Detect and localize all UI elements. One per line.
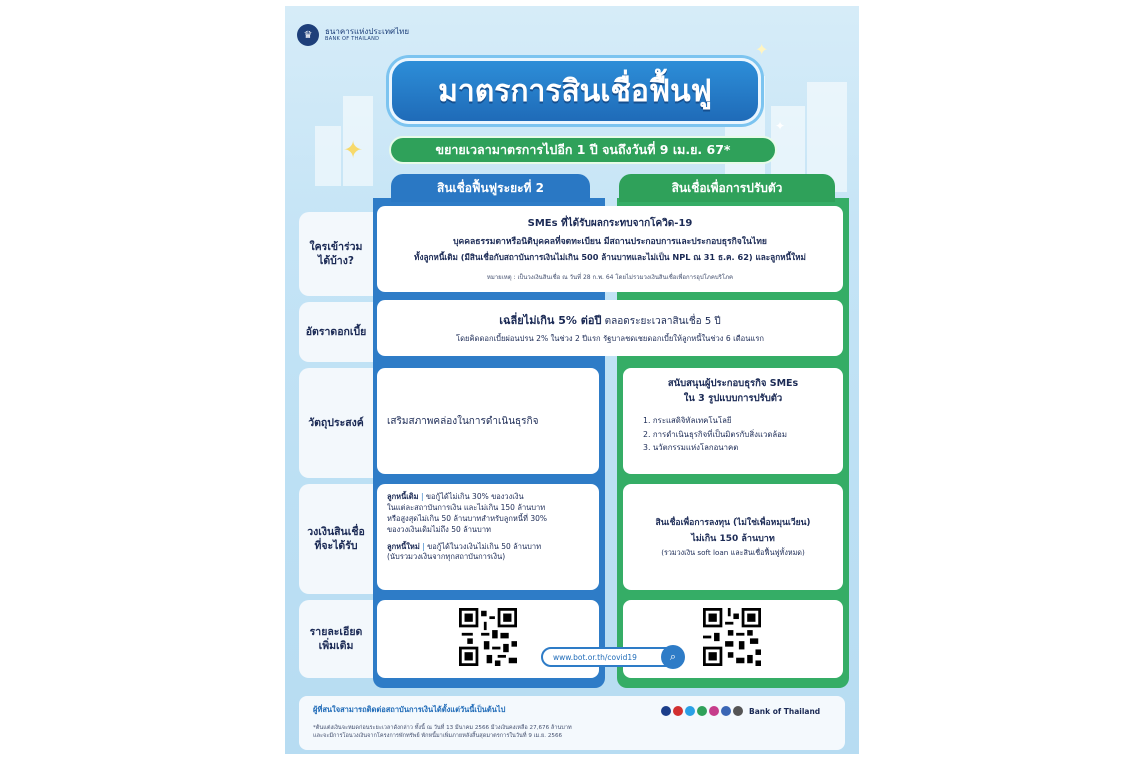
list-item: 2. การดำเนินธุรกิจที่เป็นมิตรกับสิ่งแวดล้อม [643, 429, 787, 439]
purpose-left-card [377, 368, 599, 474]
footer-note-1: *ต้นแต่งเงินจะหมดก่อนระยะเวลาดังกล่าว ทั้งนี้ ณ วันที่ 13 มีนาคม 2566 มีวงเงินคงเหลือ 27,676 ล้านบาท [313, 725, 572, 731]
instagram-icon[interactable] [709, 706, 719, 716]
old-debtor-label: ลูกหนี้เดิม [387, 492, 419, 501]
who-line-2: บุคคลธรรมดาหรือนิติบุคคลที่จดทะเบียน มีสถานประกอบการและประกอบธุรกิจในไทย [453, 237, 767, 247]
limit-right-line-3: (รวมวงเงิน soft loan และสินเชื่อฟื้นฟูทั้งหมด) [661, 548, 805, 557]
rate-card [377, 300, 843, 356]
footer-brand: Bank of Thailand [749, 706, 821, 716]
blockdit-icon[interactable] [721, 706, 731, 716]
podcast-icon[interactable] [733, 706, 743, 716]
purpose-list [635, 414, 831, 455]
covid19-url-link[interactable] [541, 647, 683, 667]
bot-seal-icon: ♛ [297, 24, 319, 46]
row-label-who [299, 212, 373, 296]
row-label-limit [299, 484, 373, 594]
row-label-purpose: วัตถุประสงค์ [299, 368, 373, 478]
social-links [661, 706, 820, 716]
row-label-text: รายละเอียด [309, 625, 363, 638]
sparkle-icon: ✦ [343, 136, 364, 164]
purpose-left-text: เสริมสภาพคล่องในการดำเนินธุรกิจ [387, 415, 539, 427]
page-title: มาตรการสินเชื่อฟื้นฟู [438, 73, 712, 109]
qr-code-icon[interactable] [459, 608, 517, 666]
org-name-en: BANK OF THAILAND [325, 36, 380, 43]
row-label-text: วงเงินสินเชื่อ [307, 525, 365, 538]
row-label-more [299, 600, 373, 678]
org-name-th: ธนาคารแห่งประเทศไทย [325, 26, 410, 36]
qr-code-icon[interactable] [703, 608, 761, 666]
footer [299, 696, 845, 750]
old-debtor-text: ในแต่ละสถาบันการเงิน และไม่เกิน 150 ล้านบาท [387, 502, 546, 512]
who-note: หมายเหตุ : เป็นวงเงินสินเชื่อ ณ วันที่ 28 ก.พ. 64 โดยไม่รวมวงเงินสินเชื่อเพื่อการอุปโภคบริโภค [486, 274, 734, 281]
who-line-3: ทั้งลูกหนี้เดิม (มีสินเชื่อกับสถาบันการเงินไม่เกิน 500 ล้านบาทและไม่เป็น NPL ณ 31 ธ.ค. 62) และลูกหนี้ใหม่ [414, 252, 806, 262]
subtitle-banner: ขยายเวลามาตรการไปอีก 1 ปี จนถึงวันที่ 9 เม.ย. 67* [389, 136, 777, 164]
footer-note-2: และจะมีการโอนวงเงินจากโครงการพักทรัพย์ พักหนี้มาเพิ่มภายหลังสิ้นสุดมาตรการในวันที่ 9 เม.ย. 2566 [313, 733, 563, 740]
limit-right-line-1: สินเชื่อเพื่อการลงทุน (ไม่ใช่เพื่อหมุนเวียน) [655, 518, 811, 528]
who-line-1: SMEs ที่ได้รับผลกระทบจากโควิด-19 [527, 218, 693, 229]
left-column-header: สินเชื่อฟื้นฟูระยะที่ 2 [391, 174, 590, 202]
footer-contact: ผู้ที่สนใจสามารถติดต่อสถาบันการเงินได้ตั้งแต่วันนี้เป็นต้นไป [313, 705, 506, 714]
row-label-text: ได้บ้าง? [318, 255, 354, 267]
row-label-text: ใครเข้าร่วม [309, 240, 363, 253]
old-debtor-text: ของวงเงินเดิมไม่ถึง 50 ล้านบาท [387, 524, 491, 534]
purpose-right-card [623, 368, 843, 474]
limit-left-card: ลูกหนี้เดิม | ขอกู้ได้ไม่เกิน 30% ของวงเงิน ในแต่ละสถาบันการเงิน และไม่เกิน 150 ล้านบาท หรือสูงสุดไม่เกิน 50 ล้านบาทสำหรับลูกหนี้ที่ 30% ของวงเงินเดิมไม่ถึง 50 ล้านบาท ลูกหนี้ใหม่ | ขอกู้ได้ในวงเงินไม่เกิน 50 ล้านบาท (นับรวมวงเงินจากทุกสถาบันการเงิน) [377, 484, 599, 590]
facebook-icon[interactable] [661, 706, 671, 716]
search-icon[interactable]: ⌕ [661, 645, 685, 669]
purpose-right-title-1: สนับสนุนผู้ประกอบธุรกิจ SMEs [667, 378, 799, 389]
new-debtor-label: ลูกหนี้ใหม่ [387, 541, 420, 551]
twitter-icon[interactable] [685, 706, 695, 716]
limit-right-line-2: ไม่เกิน 150 ล้านบาท [691, 534, 775, 544]
sparkle-icon: ✦ [755, 40, 769, 59]
row-label-text: เพิ่มเติม [318, 640, 354, 652]
rate-main-rest: ตลอดระยะเวลาสินเชื่อ 5 ปี [601, 316, 721, 327]
infographic-poster [285, 6, 859, 754]
rate-detail: โดยคิดดอกเบี้ยผ่อนปรน 2% ในช่วง 2 ปีแรก รัฐบาลชดเชยดอกเบี้ยให้ลูกหนี้ในช่วง 6 เดือนแรก [455, 334, 765, 343]
new-debtor-text: ขอกู้ได้ในวงเงินไม่เกิน 50 ล้านบาท [427, 541, 542, 551]
bot-logo [297, 24, 409, 46]
sparkle-icon: ✦ [775, 119, 786, 133]
title-banner [389, 58, 761, 124]
who-card [377, 206, 843, 292]
right-column-header: สินเชื่อเพื่อการปรับตัว [619, 174, 835, 202]
url-text[interactable]: www.bot.or.th/covid19 [553, 652, 637, 662]
new-debtor-text: (นับรวมวงเงินจากทุกสถาบันการเงิน) [387, 552, 506, 562]
list-item: 1. กระแสดิจิทัลเทคโนโลยี [643, 416, 732, 425]
old-debtor-text: ขอกู้ได้ไม่เกิน 30% ของวงเงิน [425, 492, 524, 501]
building-decoration [315, 126, 341, 186]
footer-notes [313, 724, 572, 741]
limit-right-card [623, 484, 843, 590]
row-label-text: ที่จะได้รับ [314, 540, 358, 552]
line-icon[interactable] [697, 706, 707, 716]
list-item: 3. นวัตกรรมแห่งโลกอนาคต [643, 443, 739, 453]
purpose-right-title-2: ใน 3 รูปแบบการปรับตัว [683, 393, 783, 404]
youtube-icon[interactable] [673, 706, 683, 716]
old-debtor-text: หรือสูงสุดไม่เกิน 50 ล้านบาทสำหรับลูกหนี้ที่ 30% [387, 513, 548, 523]
rate-main-bold: เฉลี่ยไม่เกิน 5% ต่อปี [499, 314, 602, 327]
row-label-rate: อัตราดอกเบี้ย [299, 302, 373, 362]
